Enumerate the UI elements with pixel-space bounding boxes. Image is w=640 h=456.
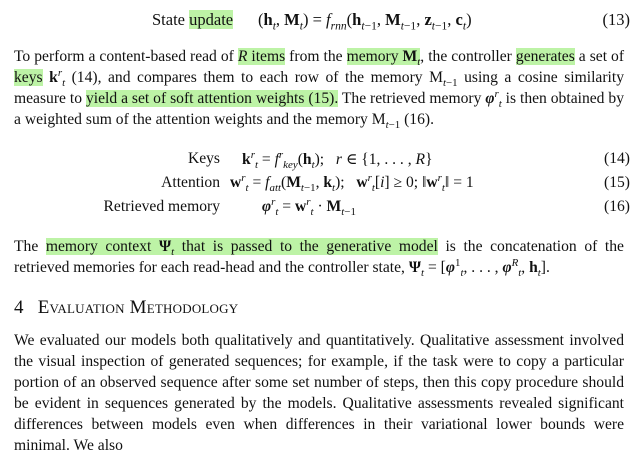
equation-13-label xyxy=(152,10,233,30)
p1-text-1: To perform a content-based read of xyxy=(14,48,238,65)
highlight-r-items: R items xyxy=(237,48,286,65)
p1-text-3: from the xyxy=(285,48,347,65)
p1-text-16: (16). xyxy=(400,111,434,128)
p2-text-4: is the concatenation of the retrieved memories for each read-head and the controller state, $\Psi_t = [\varphi^1_t$, . . . , $\varphi^R_t$, $h_t$]. xyxy=(14,238,624,280)
section-number: 4 xyxy=(14,297,24,318)
equation-16 xyxy=(0,195,640,220)
p1-text-13: The retrieved memory xyxy=(338,90,486,107)
highlight-update: update xyxy=(189,10,234,29)
p1-text-5: , the controller xyxy=(420,48,516,65)
equation-15 xyxy=(0,171,640,196)
paragraph-evaluation: We evaluated our models both qualitatively and quantitatively. Qualitative assessment involved the visual inspection of generated sequences; for example, if the task were to copy a particular portion of an observed sequence after some set number of steps, then this copy procedure should be evident in sequences generated by the models. Qualitative assessments revealed significant differences between models even when differences in their variational lower bounds were minimal. We also xyxy=(14,332,624,454)
p1-text-11: using a cosine similarity measure to xyxy=(14,69,624,107)
highlight-keys: keys xyxy=(14,69,43,86)
equation-16-label: Retrieved memory xyxy=(103,198,220,215)
equation-13 xyxy=(0,6,640,36)
section-title: Evaluation Methodology xyxy=(37,297,239,318)
p1-text-7: a set of xyxy=(574,48,625,65)
equation-15-label: Attention xyxy=(161,174,220,191)
p1-text-10: (14), and compares them to each row of the memory M xyxy=(65,69,443,86)
equation-14-label: Keys xyxy=(187,150,220,167)
section-heading xyxy=(14,297,238,319)
paragraph-memory-context xyxy=(14,236,624,278)
equation-15-number: (15) xyxy=(604,174,630,191)
highlight-memory: memory $M_t$ xyxy=(346,48,421,69)
p2-text-1: The xyxy=(14,238,46,255)
equation-15-formula: $w^r_t = f_{att}(M_{t-1}$, $k_t$); $w^r_t[i] \ge 0$; $‖w^r_t‖ = 1$ xyxy=(230,171,474,195)
p1-text-15: is then obtained by a weighted sum of the attention weights and the memory M xyxy=(14,90,624,128)
equation-16-formula: $\varphi^r_t = w^r_t \cdot M_{t-1}$ xyxy=(262,195,356,219)
equation-13-label-text: State xyxy=(152,10,190,29)
equation-13-number: (13) xyxy=(602,10,630,29)
paragraph-content-read: To perform a content-based read of R items from the memory $M_t$, the controller generates a set of keys $k^r_t$ (14), and compares them to each row of the memory $M_{t-1}$ using a cosine similarity measure to yield a set of soft attention weights (15). The retrieved memory $\varphi^r_t$ is then obtained by a weighted sum of the attention weights and the memory $M_{t-1}$ (16). xyxy=(14,48,625,132)
equation-14-formula: $k^r_t = f^r_{key}(h_t)$; r ∈ {1, . . . , R} xyxy=(242,148,433,172)
equation-14-number: (14) xyxy=(604,150,630,167)
equation-14 xyxy=(0,150,640,172)
equation-13-formula: ($h_t$, $M_t) = f_{rnn}(h_{t-1}$, $M_{t-1}$, $z_{t-1}$, $c_t$) xyxy=(258,10,472,33)
equations-14-16 xyxy=(0,150,640,224)
highlight-soft-attention: yield a set of soft attention weights (15). xyxy=(85,90,339,107)
equation-16-number: (16) xyxy=(604,198,630,215)
highlight-memory-context: memory context $\Psi_t$ that is passed to the generative model xyxy=(45,238,438,259)
highlight-generates: generates xyxy=(515,48,575,65)
